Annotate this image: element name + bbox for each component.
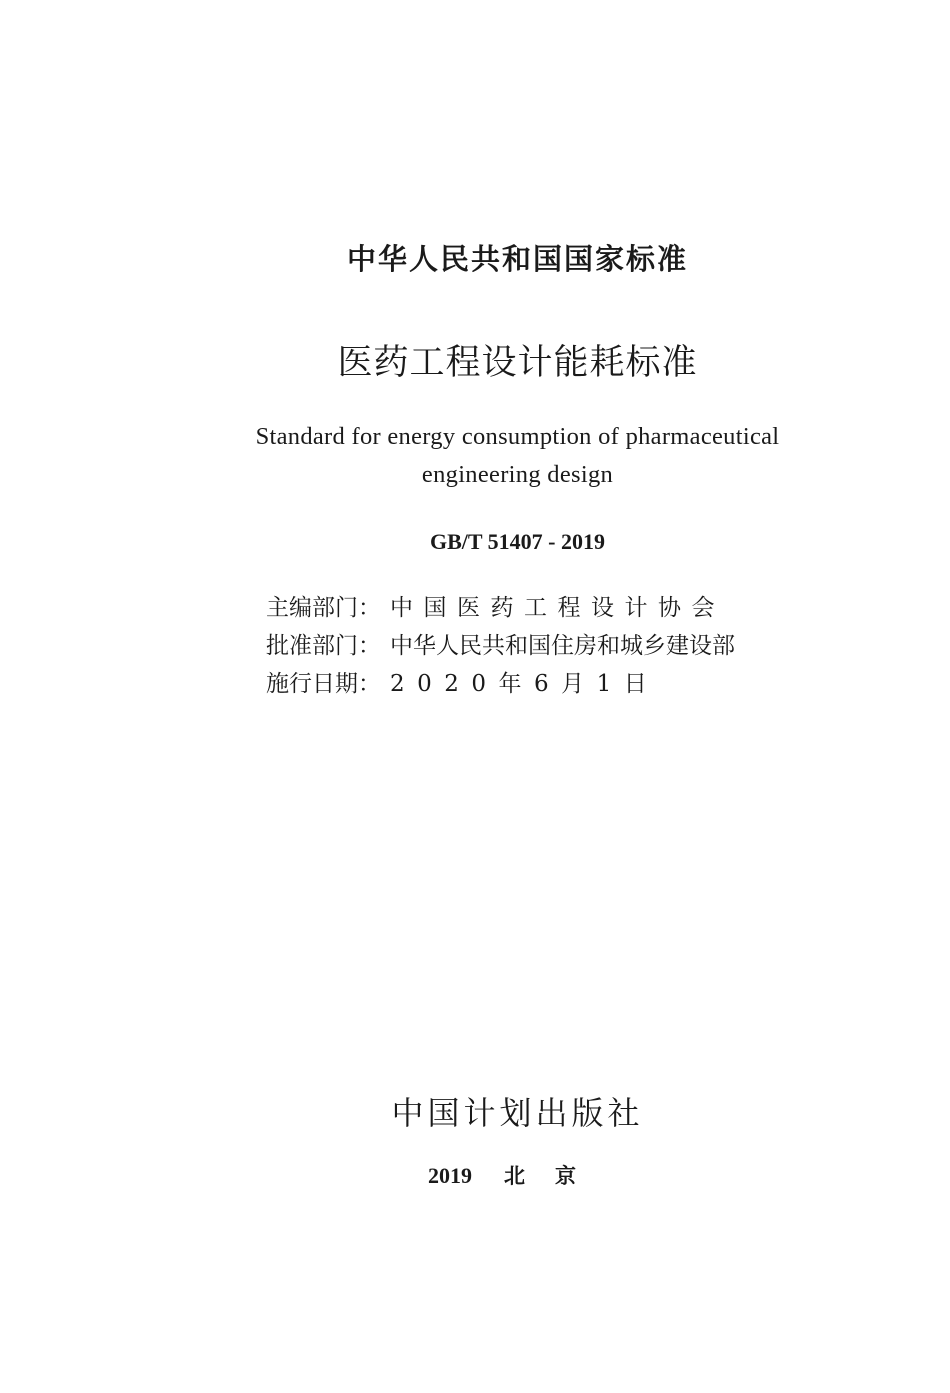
- publication-year: 2019: [428, 1163, 472, 1188]
- standard-number: GB/T 51407 - 2019: [429, 529, 605, 554]
- publisher-name: 中国计划出版社: [391, 1094, 644, 1132]
- meta-value-chief-editor: 中国医药工程设计协会: [390, 595, 725, 621]
- meta-row-effective-date: [266, 665, 735, 703]
- title-english-line-1: Standard for energy consumption of pharmaceutical: [255, 423, 780, 450]
- title-chinese: 医药工程设计能耗标准: [337, 343, 698, 383]
- publication-city: 北京: [504, 1164, 606, 1188]
- meta-label-chief-editor: 主编部门：: [266, 595, 381, 621]
- meta-row-approval: [266, 627, 735, 665]
- standard-series-heading: 中华人民共和国国家标准: [346, 242, 688, 276]
- standard-meta: [266, 589, 735, 703]
- meta-value-effective-date: 2020年6月1日: [390, 671, 660, 697]
- meta-value-approval: 中华人民共和国住房和城乡建设部: [390, 633, 735, 659]
- title-english-line-2: engineering design: [421, 461, 614, 488]
- meta-row-chief-editor: [266, 589, 735, 627]
- title-english: [200, 418, 835, 494]
- meta-label-effective-date: 施行日期：: [266, 671, 381, 697]
- publication-place-year: [428, 1160, 606, 1192]
- meta-label-approval: 批准部门：: [266, 633, 381, 659]
